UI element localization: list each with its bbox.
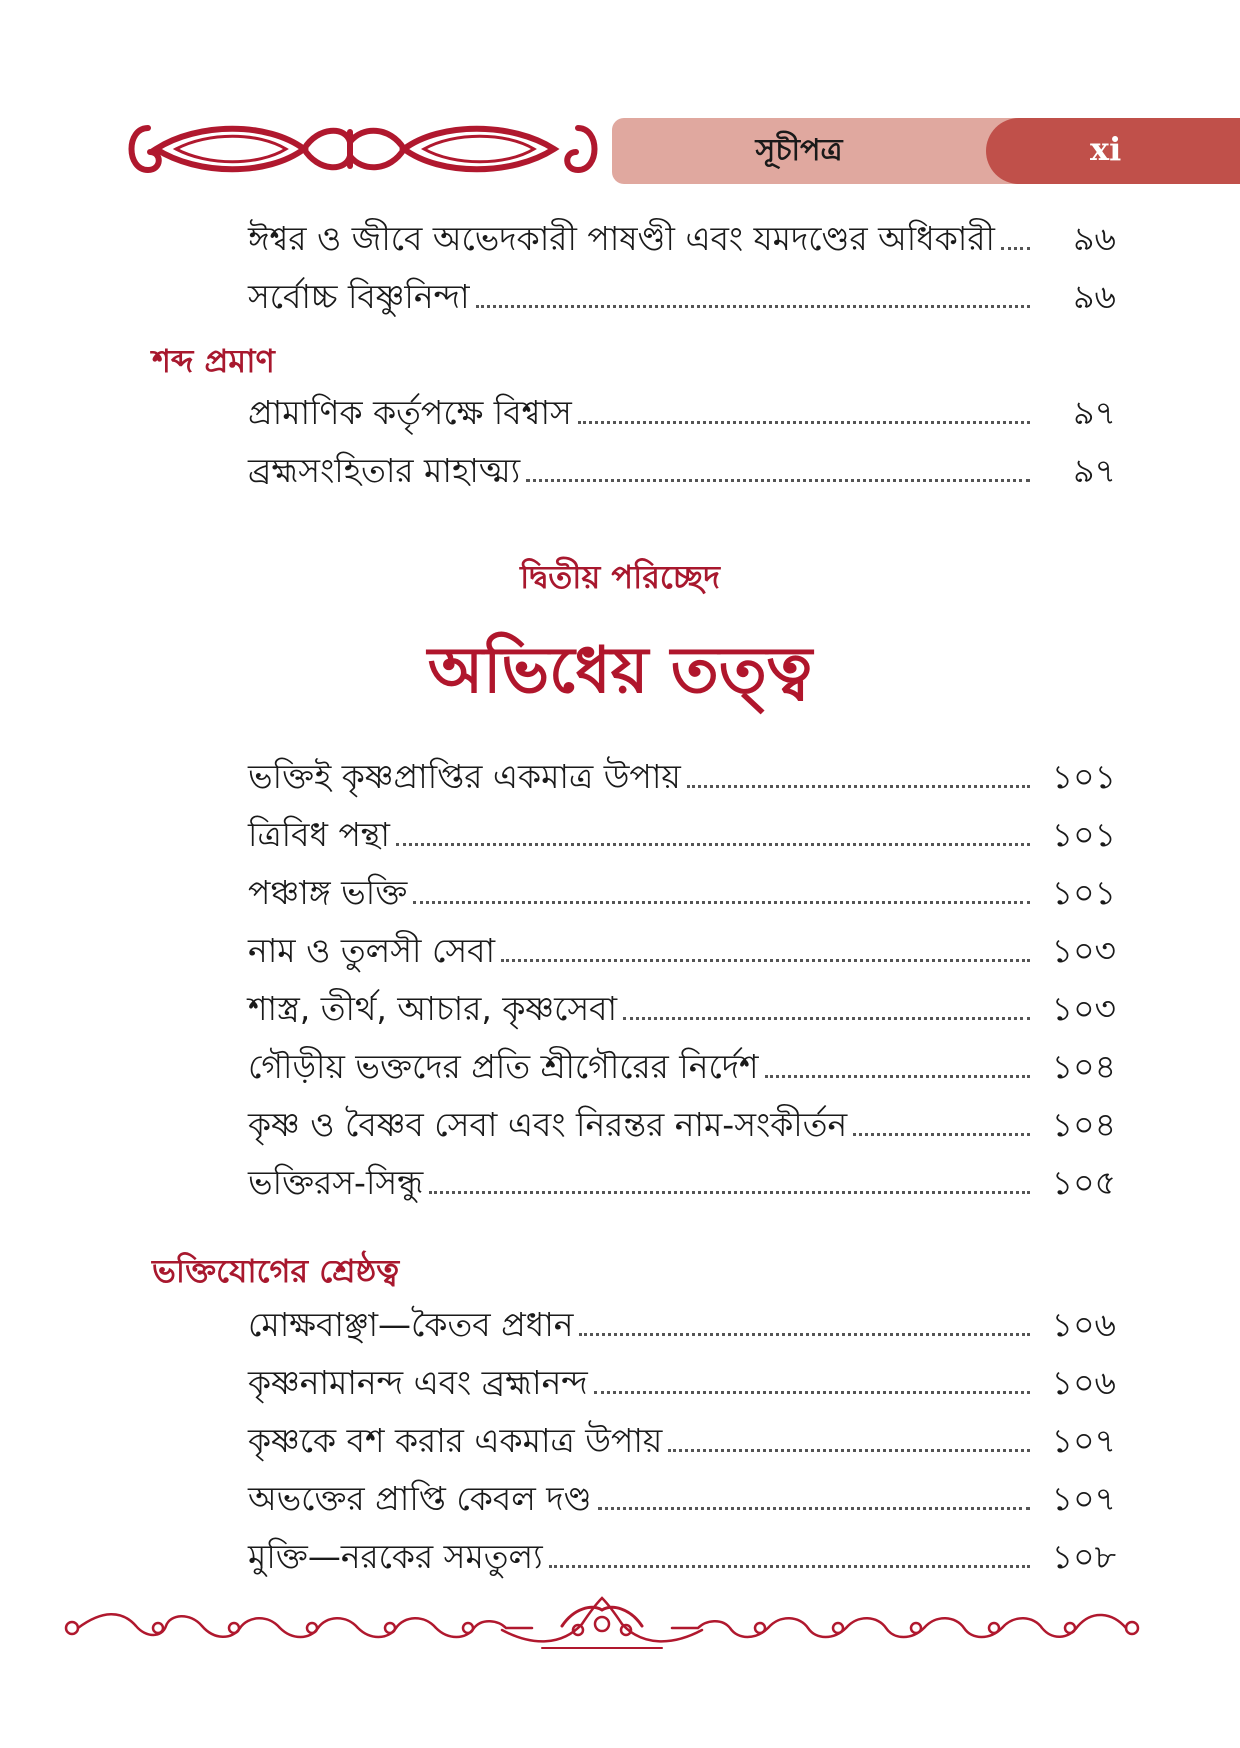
dot-leader (396, 842, 1030, 846)
header-flourish-ornament (118, 112, 608, 186)
toc-entry-page: ১০৫ (1051, 1163, 1116, 1202)
toc-entry-page: ১০৮ (1051, 1537, 1116, 1576)
toc-entry-title: গৌড়ীয় ভক্তদের প্রতি শ্রীগৌরের নির্দেশ (248, 1047, 759, 1086)
toc-entry-page: ৯৬ (1073, 277, 1116, 316)
dot-leader (623, 1016, 1030, 1020)
toc-entry-page: ১০১ (1051, 757, 1116, 796)
chapter-label: দ্বিতীয় পরিচ্ছেদ (520, 558, 720, 596)
toc-entry-title: মুক্তি—নরকের সমতুল্য (248, 1537, 543, 1576)
toc-entry (248, 922, 1116, 980)
dot-leader (765, 1074, 1030, 1078)
toc-entry (248, 1038, 1116, 1096)
toc-entry-page: ১০৩ (1051, 989, 1116, 1028)
toc-entry-title: ভক্তিরস-সিন্ধু (248, 1163, 424, 1202)
dot-leader (501, 958, 1030, 962)
dot-leader (594, 1390, 1030, 1394)
toc-entry-title: শাস্ত্র, তীর্থ, আচার, কৃষ্ণসেবা (248, 989, 618, 1028)
dot-leader (668, 1448, 1030, 1452)
toc-entry-title: ব্রহ্মসংহিতার মাহাত্ম্য (248, 451, 521, 490)
toc-entry-title: কৃষ্ণনামানন্দ এবং ব্রহ্মানন্দ (248, 1363, 588, 1402)
toc-entry-title: কৃষ্ণকে বশ করার একমাত্র উপায় (248, 1421, 663, 1460)
dot-leader (853, 1132, 1030, 1136)
toc-entry (248, 1096, 1116, 1154)
toc-entry-title: অভক্তের প্রাপ্তি কেবল দণ্ড (248, 1479, 592, 1518)
toc-entry-page: ১০১ (1051, 873, 1116, 912)
toc-entry (248, 864, 1116, 922)
toc-entry (248, 1470, 1116, 1528)
toc-entry-page: ৯৭ (1073, 393, 1116, 432)
running-header-title: সূচীপত্র (755, 133, 843, 168)
toc-entry-page: ১০৪ (1051, 1047, 1116, 1086)
toc-entry (248, 806, 1116, 864)
toc-entry-page: ১০৭ (1051, 1421, 1116, 1460)
dot-leader (429, 1190, 1030, 1194)
toc-entry (248, 1528, 1116, 1586)
dot-leader (579, 1332, 1030, 1336)
toc-entry (248, 210, 1116, 268)
footer-scroll-ornament (62, 1590, 1142, 1660)
toc-entry-title: কৃষ্ণ ও বৈষ্ণব সেবা এবং নিরন্তর নাম-সংকীর্তন (248, 1105, 848, 1144)
dot-leader (526, 478, 1030, 482)
toc-entry (248, 748, 1116, 806)
section-heading-bhaktiyoga: ভক্তিযোগের শ্রেষ্ঠত্ব (152, 1252, 400, 1290)
toc-entry (248, 1296, 1116, 1354)
toc-entry (248, 384, 1116, 442)
toc-entry (248, 980, 1116, 1038)
toc-entry-page: ৯৭ (1073, 451, 1116, 490)
dot-leader (476, 304, 1030, 308)
toc-entry (248, 1354, 1116, 1412)
toc-entry (248, 268, 1116, 326)
dot-leader (549, 1564, 1030, 1568)
toc-entry-page: ১০১ (1051, 815, 1116, 854)
toc-entry-title: নাম ও তুলসী সেবা (248, 931, 496, 970)
dot-leader (578, 420, 1030, 424)
dot-leader (687, 784, 1030, 788)
toc-entry-page: ১০৪ (1051, 1105, 1116, 1144)
toc-entry-title: মোক্ষবাঞ্ছা—কৈতব প্রধান (248, 1305, 574, 1344)
dot-leader (413, 900, 1030, 904)
toc-entry-page: ১০৬ (1051, 1363, 1116, 1402)
toc-entry-page: ৯৬ (1073, 219, 1116, 258)
toc-entry-title: পঞ্চাঙ্গ ভক্তি (248, 873, 408, 912)
dot-leader (1001, 246, 1030, 250)
chapter-title: অভিধেয় তত্ত্ব (427, 634, 813, 708)
toc-entry-title: ভক্তিই কৃষ্ণপ্রাপ্তির একমাত্র উপায় (248, 757, 681, 796)
toc-entry (248, 442, 1116, 500)
toc-entry (248, 1412, 1116, 1470)
toc-entry (248, 1154, 1116, 1212)
toc-entry-page: ১০৩ (1051, 931, 1116, 970)
toc-entry-title: ঈশ্বর ও জীবে অভেদকারী পাষণ্ডী এবং যমদণ্ডের অধিকারী (248, 219, 995, 258)
page-number-badge: xi (986, 118, 1240, 184)
toc-entry-title: প্রামাণিক কর্তৃপক্ষে বিশ্বাস (248, 393, 572, 432)
section-heading-shabda-pramana: শব্দ প্রমাণ (152, 342, 275, 380)
dot-leader (598, 1506, 1030, 1510)
toc-entry-page: ১০৭ (1051, 1479, 1116, 1518)
toc-entry-title: ত্রিবিধ পন্থা (248, 815, 390, 854)
toc-entry-page: ১০৬ (1051, 1305, 1116, 1344)
toc-entry-title: সর্বোচ্চ বিষ্ণুনিন্দা (248, 277, 470, 316)
